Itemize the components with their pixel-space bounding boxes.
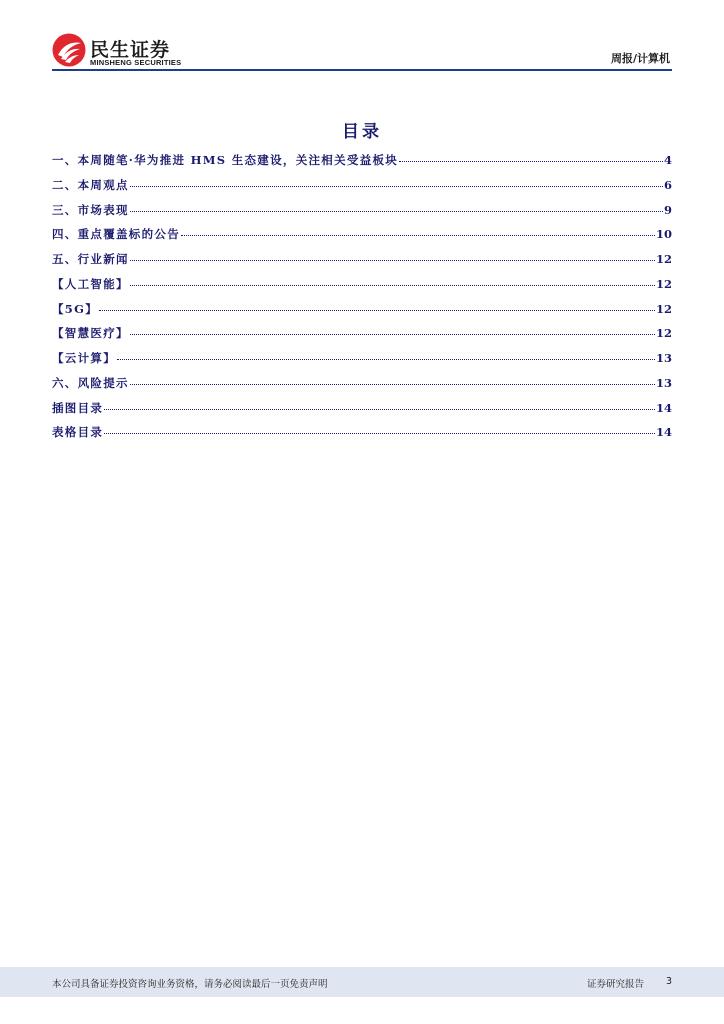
toc-entry-page[interactable]: 9 xyxy=(663,202,672,217)
logo-english-name: MINSHENG SECURITIES xyxy=(90,58,182,67)
report-type-label: 周报/计算机 xyxy=(610,52,670,65)
toc-entry[interactable] xyxy=(52,301,672,326)
toc-entry-page[interactable]: 12 xyxy=(655,301,672,316)
toc-entry-page[interactable]: 14 xyxy=(655,400,672,415)
toc-entry-page[interactable]: 14 xyxy=(655,425,672,440)
toc-entry[interactable] xyxy=(52,400,672,425)
table-of-contents xyxy=(52,152,672,449)
toc-entry[interactable] xyxy=(52,424,672,449)
header-divider xyxy=(52,69,672,71)
toc-dot-leader xyxy=(99,310,655,311)
toc-entry-label[interactable]: 【智慧医疗】 xyxy=(52,326,129,341)
toc-title: 目录 xyxy=(342,122,382,142)
toc-entry-page[interactable]: 6 xyxy=(663,177,672,192)
page-footer xyxy=(0,967,724,997)
toc-entry-page[interactable]: 13 xyxy=(655,375,672,390)
toc-entry-label[interactable]: 【人工智能】 xyxy=(52,276,129,291)
toc-dot-leader xyxy=(130,186,663,187)
footer-disclaimer: 本公司具备证券投资咨询业务资格，请务必阅读最后一页免责声明 xyxy=(52,979,328,990)
toc-entry[interactable] xyxy=(52,325,672,350)
toc-entry[interactable] xyxy=(52,276,672,301)
toc-entry-label[interactable]: 四、重点覆盖标的公告 xyxy=(52,227,180,242)
footer-page-number: 3 xyxy=(665,976,672,987)
toc-entry[interactable] xyxy=(52,375,672,400)
toc-entry[interactable] xyxy=(52,152,672,177)
toc-entry[interactable] xyxy=(52,251,672,276)
toc-entry[interactable] xyxy=(52,226,672,251)
toc-dot-leader xyxy=(130,334,655,335)
minsheng-logo-icon xyxy=(52,33,86,67)
toc-dot-leader xyxy=(130,260,655,261)
toc-entry[interactable] xyxy=(52,177,672,202)
toc-entry-label[interactable]: 插图目录 xyxy=(52,400,104,415)
company-logo xyxy=(52,33,192,71)
toc-dot-leader xyxy=(104,409,655,410)
page-header xyxy=(0,0,724,72)
logo-chinese-name: 民生证券 xyxy=(90,39,171,61)
toc-dot-leader xyxy=(130,211,663,212)
toc-entry-label[interactable]: 一、本周随笔·华为推进 HMS 生态建设，关注相关受益板块 xyxy=(52,153,399,167)
toc-entry-page[interactable]: 12 xyxy=(655,276,672,291)
toc-entry-page[interactable]: 4 xyxy=(663,153,672,167)
toc-dot-leader xyxy=(104,433,655,434)
toc-entry-label[interactable]: 表格目录 xyxy=(52,425,104,440)
toc-dot-leader xyxy=(130,384,655,385)
toc-entry-label[interactable]: 五、行业新闻 xyxy=(52,252,129,266)
toc-entry-label[interactable]: 二、本周观点 xyxy=(52,177,129,192)
toc-entry-label[interactable]: 【云计算】 xyxy=(52,351,116,365)
toc-entry-label[interactable]: 三、市场表现 xyxy=(52,202,129,217)
toc-entry-page[interactable]: 13 xyxy=(655,351,672,365)
toc-dot-leader xyxy=(130,285,655,286)
toc-dot-leader xyxy=(117,359,655,360)
toc-entry-label[interactable]: 六、风险提示 xyxy=(52,375,129,390)
toc-entry-page[interactable]: 12 xyxy=(655,326,672,341)
toc-entry[interactable] xyxy=(52,202,672,227)
toc-dot-leader xyxy=(399,161,663,162)
toc-entry-page[interactable]: 10 xyxy=(655,227,672,242)
toc-entry-label[interactable]: 【5G】 xyxy=(52,301,99,316)
toc-dot-leader xyxy=(181,235,655,236)
toc-entry-page[interactable]: 12 xyxy=(655,252,672,266)
footer-doc-type: 证券研究报告 xyxy=(586,979,644,990)
toc-entry[interactable] xyxy=(52,350,672,375)
